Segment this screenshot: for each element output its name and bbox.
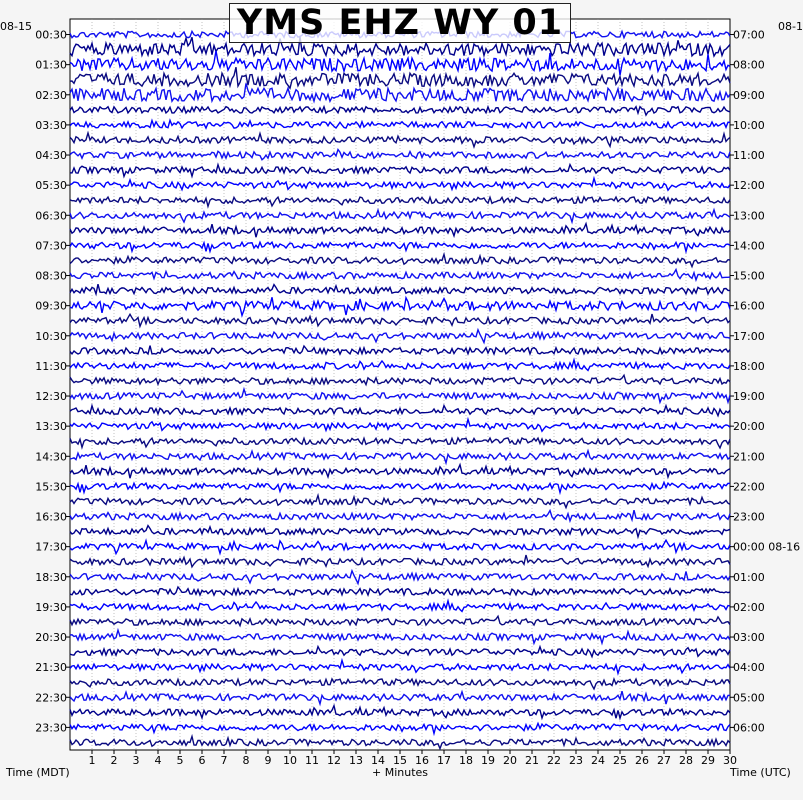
minute-label: 16 — [415, 754, 429, 767]
left-time-label: 12:30 — [35, 390, 67, 404]
left-time-label: 21:30 — [35, 661, 67, 675]
left-time-label: 09:30 — [35, 299, 67, 313]
right-time-label: 16:00 — [733, 299, 765, 313]
right-time-label: 00:00 08-16 — [733, 540, 801, 554]
minute-label: 3 — [132, 754, 140, 767]
right-time-label: 15:00 — [733, 269, 765, 283]
right-time-label: 02:00 — [733, 600, 765, 614]
right-time-label: 04:00 — [733, 661, 765, 675]
right-time-label: 21:00 — [733, 450, 765, 464]
minute-label: 4 — [154, 754, 162, 767]
left-time-label: 03:30 — [35, 118, 67, 132]
minute-label: 22 — [547, 754, 561, 767]
minute-label: 29 — [701, 754, 715, 767]
right-time-label: 06:00 — [733, 721, 765, 735]
right-time-label: 22:00 — [733, 480, 765, 494]
date-right-label: 08-1 — [778, 20, 803, 33]
right-time-label: 14:00 — [733, 239, 765, 253]
minute-label: 2 — [110, 754, 118, 767]
right-time-label: 11:00 — [733, 149, 765, 163]
left-time-label: 11:30 — [35, 359, 67, 373]
right-time-label: 17:00 — [733, 329, 765, 343]
right-time-label: 09:00 — [733, 88, 765, 102]
minute-label: 20 — [503, 754, 517, 767]
right-time-label: 01:00 — [733, 570, 765, 584]
minute-label: 10 — [283, 754, 297, 767]
right-time-label: 07:00 — [733, 28, 765, 42]
right-time-label: 05:00 — [733, 691, 765, 705]
left-time-label: 05:30 — [35, 179, 67, 193]
right-time-label: 08:00 — [733, 58, 765, 72]
minute-label: 18 — [459, 754, 473, 767]
minute-label: 30 — [723, 754, 737, 767]
right-time-label: 19:00 — [733, 390, 765, 404]
minute-label: 17 — [437, 754, 451, 767]
minute-label: 5 — [176, 754, 184, 767]
minute-label: 12 — [327, 754, 341, 767]
bottom-axis-label: + Minutes — [372, 766, 429, 779]
minute-label: 8 — [242, 754, 250, 767]
left-time-label: 14:30 — [35, 450, 67, 464]
left-time-label: 13:30 — [35, 420, 67, 434]
left-time-label: 06:30 — [35, 209, 67, 223]
left-time-label: 00:30 — [35, 28, 67, 42]
minute-label: 15 — [393, 754, 407, 767]
minute-label: 6 — [198, 754, 206, 767]
left-time-label: 22:30 — [35, 691, 67, 705]
minute-label: 28 — [679, 754, 693, 767]
right-axis-label: Time (UTC) — [730, 766, 791, 779]
right-time-label: 03:00 — [733, 631, 765, 645]
minute-label: 23 — [569, 754, 583, 767]
chart-title: YMS EHZ WY 01 — [229, 3, 571, 43]
left-time-label: 19:30 — [35, 600, 67, 614]
left-time-label: 23:30 — [35, 721, 67, 735]
left-time-label: 17:30 — [35, 540, 67, 554]
minute-label: 25 — [613, 754, 627, 767]
minute-label: 9 — [264, 754, 272, 767]
left-time-label: 16:30 — [35, 510, 67, 524]
left-time-label: 08:30 — [35, 269, 67, 283]
left-time-label: 18:30 — [35, 570, 67, 584]
left-axis-label: Time (MDT) — [6, 766, 70, 779]
left-time-label: 07:30 — [35, 239, 67, 253]
right-time-label: 23:00 — [733, 510, 765, 524]
left-time-label: 15:30 — [35, 480, 67, 494]
right-time-label: 10:00 — [733, 118, 765, 132]
minute-label: 19 — [481, 754, 495, 767]
left-time-label: 04:30 — [35, 149, 67, 163]
minute-label: 11 — [305, 754, 319, 767]
left-time-label: 02:30 — [35, 88, 67, 102]
minute-label: 27 — [657, 754, 671, 767]
minute-label: 24 — [591, 754, 605, 767]
date-left-label: 08-15 — [0, 20, 32, 33]
minute-label: 7 — [220, 754, 228, 767]
minute-label: 26 — [635, 754, 649, 767]
minute-label: 13 — [349, 754, 363, 767]
minute-label: 21 — [525, 754, 539, 767]
left-time-label: 20:30 — [35, 631, 67, 645]
right-time-label: 12:00 — [733, 179, 765, 193]
right-time-label: 18:00 — [733, 359, 765, 373]
minute-label: 14 — [371, 754, 385, 767]
right-time-label: 20:00 — [733, 420, 765, 434]
minute-label: 1 — [88, 754, 96, 767]
right-time-label: 13:00 — [733, 209, 765, 223]
left-time-label: 01:30 — [35, 58, 67, 72]
left-time-label: 10:30 — [35, 329, 67, 343]
